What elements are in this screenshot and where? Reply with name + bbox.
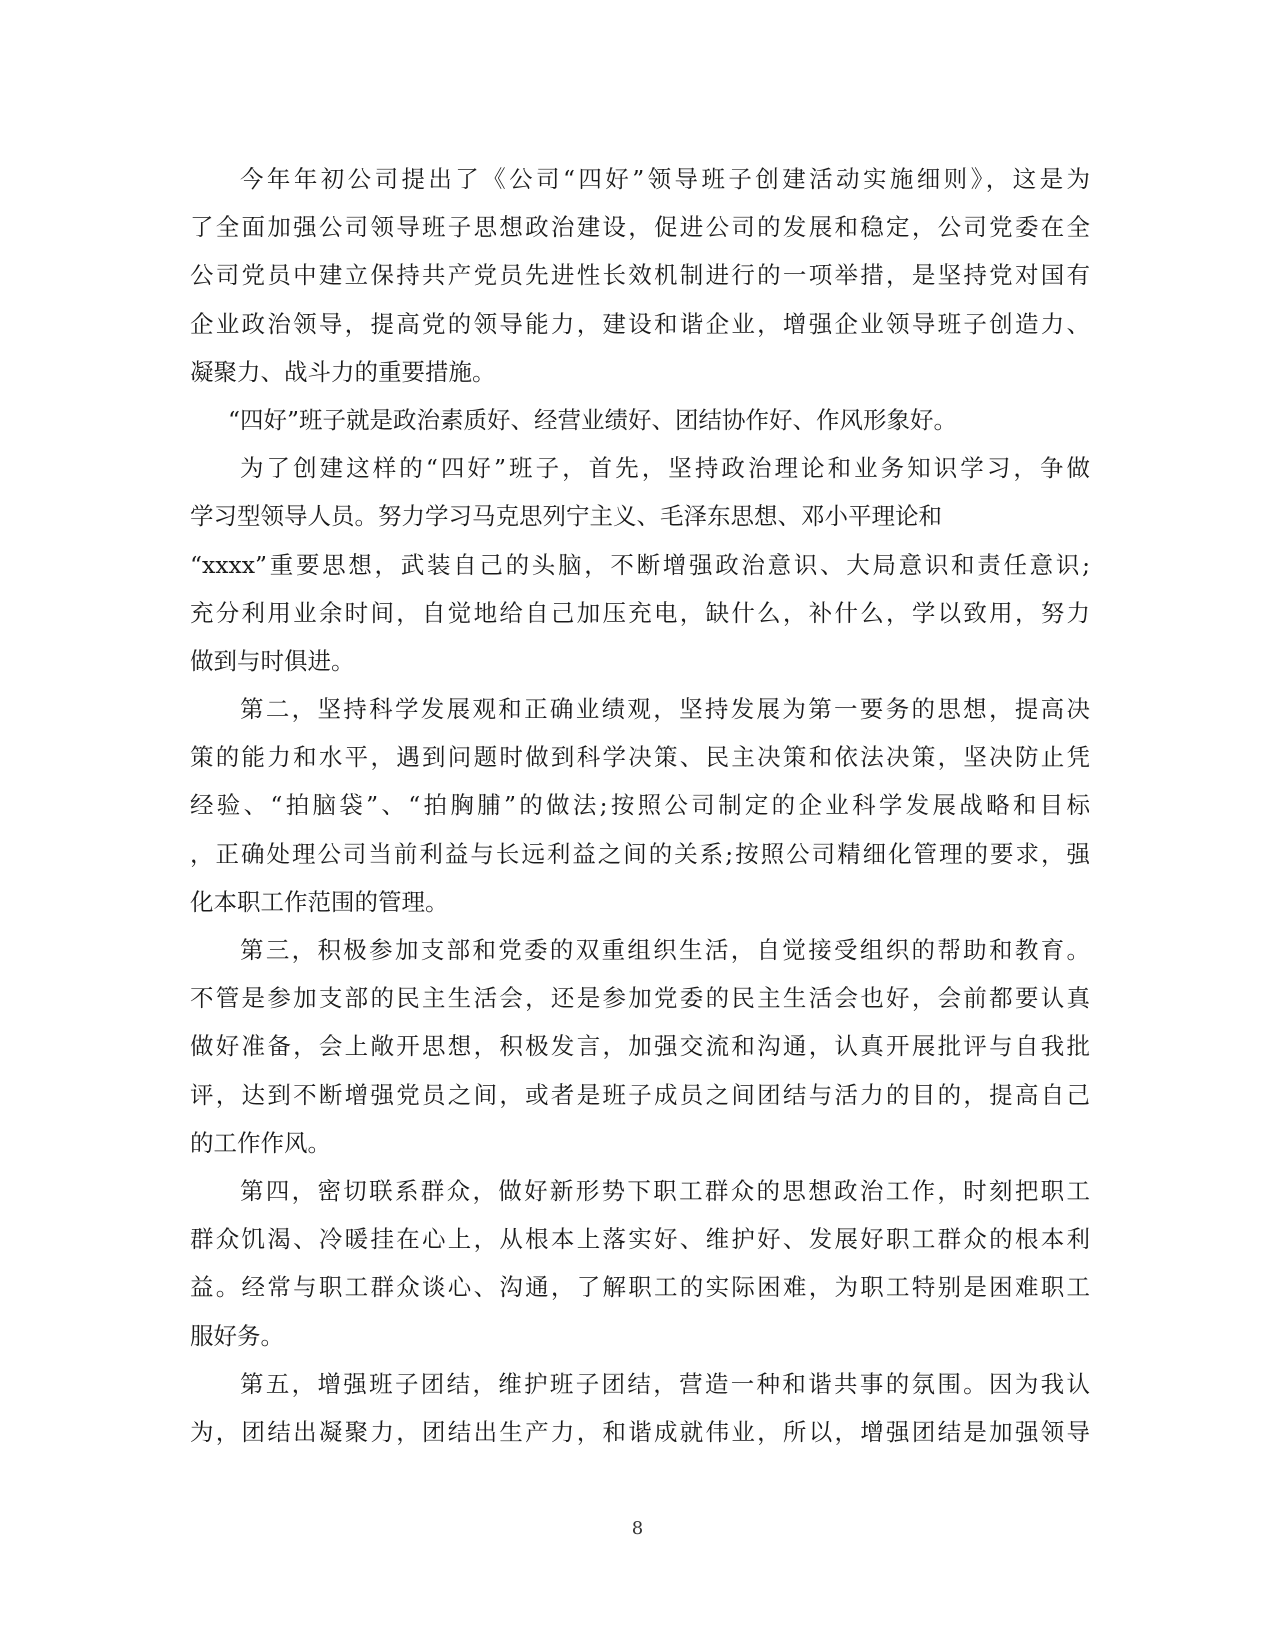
text-line: ，正确处理公司当前利益与长远利益之间的关系;按照公司精细化管理的要求，强: [190, 839, 1090, 868]
paragraph: [190, 444, 1090, 685]
page-number: 8: [631, 1518, 644, 1539]
text-line: 服好务。: [190, 1321, 284, 1350]
text-line: 企业政治领导，提高党的领导能力，建设和谐企业，增强企业领导班子创造力、: [190, 309, 1090, 338]
paragraph: [190, 1167, 1090, 1360]
text-line: 了全面加强公司领导班子思想政治建设，促进公司的发展和稳定，公司党委在全: [190, 213, 1090, 242]
text-line: 做好准备，会上敞开思想，积极发言，加强交流和沟通，认真开展批评与自我批: [190, 1032, 1090, 1061]
text-line: 为了创建这样的“四好”班子，首先，坚持政治理论和业务知识学习，争做: [240, 454, 1090, 483]
paragraph: [190, 685, 1090, 926]
text-line: 益。经常与职工群众谈心、沟通，了解职工的实际困难，为职工特别是困难职工: [190, 1273, 1090, 1302]
text-line: 凝聚力、战斗力的重要措施。: [190, 357, 496, 386]
paragraph: [190, 926, 1090, 1167]
text-line: 学习型领导人员。努力学习马克思列宁主义、毛泽东思想、邓小平理论和: [190, 502, 942, 531]
text-line: “xxxx”重要思想，武装自己的头脑，不断增强政治意识、大局意识和责任意识;: [190, 550, 1090, 579]
text-line: 做到与时俱进。: [190, 646, 355, 675]
text-line: 化本职工作范围的管理。: [190, 887, 449, 916]
text-line: 不管是参加支部的民主生活会，还是参加党委的民主生活会也好，会前都要认真: [190, 984, 1090, 1013]
text-line: 经验、“拍脑袋”、“拍胸脯”的做法;按照公司制定的企业科学发展战略和目标: [190, 791, 1090, 820]
text-line: 第四，密切联系群众，做好新形势下职工群众的思想政治工作，时刻把职工: [240, 1176, 1090, 1205]
text-line: 第三，积极参加支部和党委的双重组织生活，自觉接受组织的帮助和教育。: [240, 936, 1090, 964]
text-line: 公司党员中建立保持共产党员先进性长效机制进行的一项举措，是坚持党对国有: [190, 261, 1090, 290]
text-line: 评，达到不断增强党员之间，或者是班子成员之间团结与活力的目的，提高自己: [190, 1080, 1090, 1109]
paragraph: [190, 155, 1090, 396]
text-line: 今年年初公司提出了《公司“四好”领导班子创建活动实施细则》，这是为: [240, 165, 1090, 193]
text-line: 的工作作风。: [190, 1128, 331, 1157]
text-line: 策的能力和水平，遇到问题时做到科学决策、民主决策和依法决策，坚决防止凭: [190, 743, 1090, 772]
text-line: 第二，坚持科学发展观和正确业绩观，坚持发展为第一要务的思想，提高决: [240, 695, 1090, 724]
paragraph: [190, 396, 1090, 444]
text-line: “四好”班子就是政治素质好、经营业绩好、团结协作好、作风形象好。: [228, 405, 958, 434]
text-line: 第五，增强班子团结，维护班子团结，营造一种和谐共事的氛围。因为我认: [240, 1369, 1090, 1398]
document-body: [190, 155, 1090, 1456]
paragraph: [190, 1360, 1090, 1456]
text-line: 为，团结出凝聚力，团结出生产力，和谐成就伟业，所以，增强团结是加强领导: [190, 1417, 1090, 1446]
text-line: 充分利用业余时间，自觉地给自己加压充电，缺什么，补什么，学以致用，努力: [190, 598, 1090, 627]
text-line: 群众饥渴、冷暖挂在心上，从根本上落实好、维护好、发展好职工群众的根本利: [190, 1225, 1090, 1254]
